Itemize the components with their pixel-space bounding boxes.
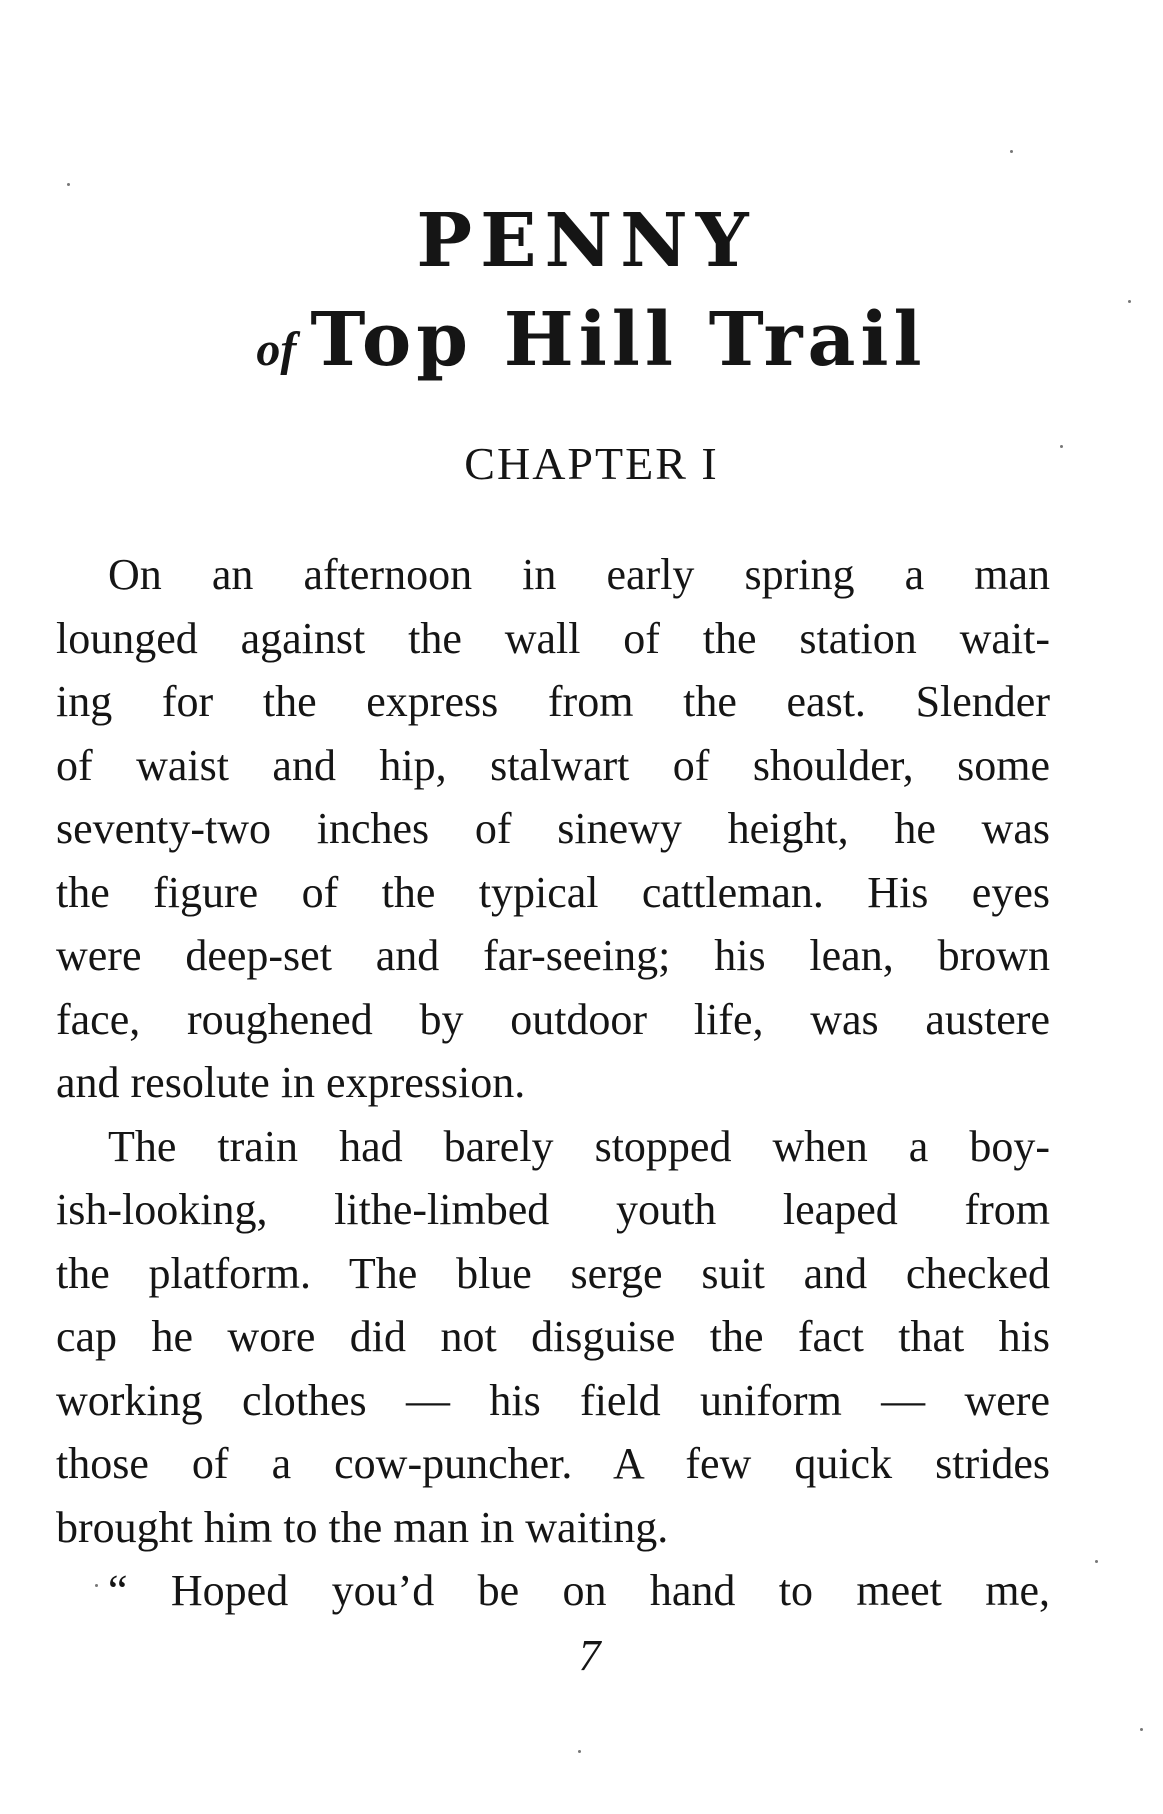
text-line: working clothes — his field uniform — were — [56, 1375, 1050, 1425]
text-line: were deep-set and far-seeing; his lean, brown — [56, 931, 1050, 980]
chapter-heading: CHAPTER I — [464, 438, 719, 489]
body-text — [56, 543, 1050, 1623]
text-line: ish-looking, lithe-limbed youth leaped from — [56, 1185, 1050, 1234]
paper-speck — [1060, 445, 1063, 448]
text-line: brought him to the man in waiting. — [56, 1502, 669, 1552]
text-line: The train had barely stopped when a boy- — [108, 1121, 1050, 1171]
text-line: cap he wore did not disguise the fact that his — [56, 1312, 1050, 1361]
text-line: of waist and hip, stalwart of shoulder, some — [56, 740, 1050, 790]
paper-speck — [1128, 300, 1131, 303]
text-line: the platform. The blue serge suit and checked — [56, 1248, 1050, 1298]
book-title: PENNY — [416, 198, 757, 284]
text-line: seventy-two inches of sinewy height, he was — [56, 804, 1050, 853]
text-line: lounged against the wall of the station wait- — [56, 613, 1050, 663]
text-line: the figure of the typical cattleman. His eyes — [56, 867, 1050, 917]
paper-speck — [578, 1750, 581, 1753]
paper-speck — [67, 183, 70, 186]
book-subtitle — [0, 295, 1163, 395]
text-line: On an afternoon in early spring a man — [108, 550, 1050, 599]
text-line: those of a cow-puncher. A few quick strides — [56, 1439, 1050, 1488]
text-line: face, roughened by outdoor life, was austere — [56, 994, 1050, 1044]
text-line: “ Hoped you’d be on hand to meet me, — [108, 1566, 1050, 1615]
title-of: of — [256, 323, 297, 376]
paper-speck — [1095, 1560, 1098, 1563]
paper-speck — [1140, 1728, 1143, 1731]
text-line: ing for the express from the east. Slender — [56, 677, 1050, 726]
title-place: Top Hill Trail — [310, 297, 927, 383]
page-number: 7 — [578, 1631, 601, 1680]
paper-speck — [95, 1584, 98, 1587]
text-line: and resolute in expression. — [56, 1058, 526, 1107]
paper-speck — [1010, 150, 1013, 153]
